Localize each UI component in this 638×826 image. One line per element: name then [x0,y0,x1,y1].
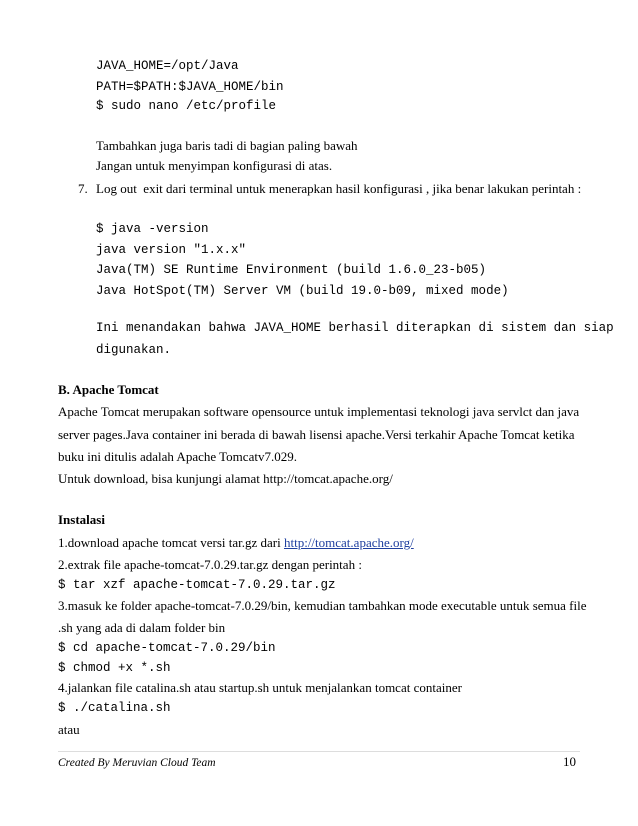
step1-line [58,535,414,551]
step2-text: 2.extrak file apache-tomcat-7.0.29.tar.gz dengan perintah : [58,557,362,572]
code-note-line: digunakan. [96,343,172,357]
code-line: Java(TM) SE Runtime Environment (build 1.6.0_23-b05) [96,263,487,277]
footer-divider [58,751,580,752]
code-line: Java HotSpot(TM) Server VM (build 19.0-b09, mixed mode) [96,284,509,298]
section-heading: B. Apache Tomcat [58,382,159,397]
code-line: $ tar xzf apache-tomcat-7.0.29.tar.gz [58,578,336,592]
step7-text: Log out exit dari terminal untuk menerapkan hasil konfigurasi , jika benar lakukan perintah : [96,181,582,196]
code-note-line: Ini menandakan bahwa JAVA_HOME berhasil diterapkan di sistem dan siap [96,321,614,335]
paragraph-line: Untuk download, bisa kunjungi alamat http://tomcat.apache.org/ [58,471,393,486]
step4-text: 4.jalankan file catalina.sh atau startup.sh untuk menjalankan tomcat container [58,680,462,695]
paragraph-line: Apache Tomcat merupakan software opensource untuk implementasi teknologi java servlct dan java [58,404,580,419]
step3-text: 3.masuk ke folder apache-tomcat-7.0.29/bin, kemudian tambahkan mode executable untuk semua file [58,598,587,613]
page-number: 10 [563,754,576,769]
footer-credit: Created By Meruvian Cloud Team [58,757,216,769]
paragraph-line: server pages.Java container ini berada di bawah lisensi apache.Versi terkahir Apache Tomcat ketika [58,427,575,442]
step3-text: .sh yang ada di dalam folder bin [58,620,226,635]
atau-text: atau [58,722,80,737]
code-line: java version "1.x.x" [96,243,247,257]
paragraph-line: buku ini ditulis adalah Apache Tomcatv7.029. [58,449,297,464]
subsection-heading: Instalasi [58,512,105,527]
tomcat-link[interactable]: http://tomcat.apache.org/ [283,535,414,550]
code-line: PATH=$PATH:$JAVA_HOME/bin [96,80,284,94]
code-line: $ sudo nano /etc/profile [96,99,277,113]
note-line: Jangan untuk menyimpan konfigurasi di atas. [96,158,333,173]
code-line: $ ./catalina.sh [58,701,171,715]
code-line: $ cd apache-tomcat-7.0.29/bin [58,641,276,655]
note-line: Tambahkan juga baris tadi di bagian paling bawah [96,138,358,153]
code-line: $ java -version [96,222,209,236]
code-line: $ chmod +x *.sh [58,661,171,675]
step1-text: 1.download apache tomcat versi tar.gz dari [58,535,284,550]
code-line: JAVA_HOME=/opt/Java [96,59,239,73]
list-number: 7. [78,181,88,196]
